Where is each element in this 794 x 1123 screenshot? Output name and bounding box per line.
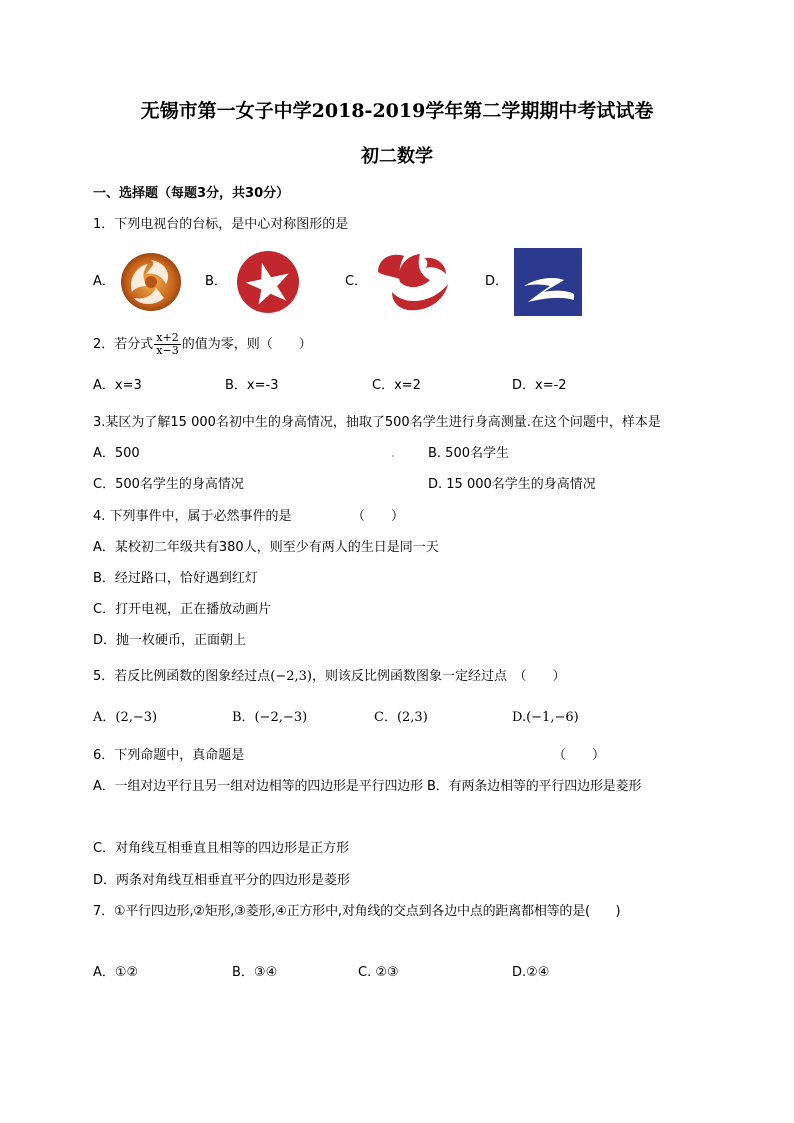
- q5-point: (−2,3): [270, 669, 312, 684]
- section-heading: 一、选择题（每题3分，共30分）: [93, 186, 290, 201]
- q3-option-c: C．500名学生的身高情况: [93, 477, 244, 492]
- q6-option-d: D．两条对角线互相垂直平分的四边形是菱形: [93, 873, 351, 888]
- red-curved-logo: [374, 250, 452, 316]
- q2-denominator: x−3: [156, 344, 179, 357]
- q4-option-b: B．经过路口，恰好遇到红灯: [93, 571, 258, 586]
- question-5-stem: [93, 668, 566, 685]
- question-2-stem: [93, 330, 312, 360]
- page-subtitle: 初二数学: [361, 146, 433, 167]
- q3-option-d: D. 15 000名学生的身高情况: [428, 477, 596, 492]
- q4-answer-paren: （ ）: [352, 509, 405, 524]
- q4-option-d: D．抛一枚硬币，正面朝上: [93, 633, 247, 648]
- q2-option-a: A．x=3: [93, 378, 142, 393]
- q2-option-d: D．x=-2: [512, 378, 567, 393]
- q7-option-c: C. ②③: [358, 965, 399, 980]
- q5-option-d: D.(−1,−6): [512, 710, 579, 725]
- q5-stem-a: 5．若反比例函数的图象经过点: [93, 669, 271, 684]
- q3-option-b: B. 500名学生: [428, 446, 509, 461]
- q2-numerator: x+2: [156, 331, 179, 344]
- q3-option-a: A．500: [93, 446, 140, 461]
- q4-option-a: A．某校初二年级共有380人，则至少有两人的生日是同一天: [93, 540, 439, 555]
- q2-prefix: 2．若分式: [93, 337, 154, 352]
- q2-option-c: C．x=2: [372, 378, 421, 393]
- q5-option-c: C．(2,3): [374, 710, 428, 725]
- question-7-stem: 7．①平行四边形,②矩形,③菱形,④正方形中,对角线的交点到各边中点的距离都相等的是( ): [93, 904, 621, 919]
- q1-option-a-label: A．: [93, 274, 115, 289]
- q1-option-b-label: B．: [205, 274, 227, 289]
- page-title: 无锡市第一女子中学2018-2019学年第二学期期中考试试卷: [140, 100, 654, 122]
- red-star-circle-logo: [236, 250, 300, 318]
- q5-option-b: B．(−2,−3): [232, 710, 308, 725]
- stray-dot-mark: [392, 455, 394, 457]
- q7-option-d: D.②④: [512, 965, 550, 980]
- q6-option-c: C．对角线互相垂直且相等的四边形是正方形: [93, 841, 350, 856]
- q5-option-a: A．(2,−3): [93, 710, 158, 725]
- q2-option-b: B．x=-3: [225, 378, 279, 393]
- q1-option-c-label: C．: [345, 274, 368, 289]
- q4-option-c: C．打开电视，正在播放动画片: [93, 602, 272, 617]
- q6-option-a-b: A．一组对边平行且另一组对边相等的四边形是平行四边形 B．有两条边相等的平行四边形是菱形: [93, 779, 642, 794]
- q5-stem-b: ，则该反比例函数图象一定经过点 （ ）: [312, 669, 566, 684]
- q7-option-b: B．③④: [232, 965, 278, 980]
- q7-option-a: A．①②: [93, 965, 139, 980]
- q6-answer-paren: （ ）: [553, 748, 606, 763]
- question-1-stem: 1．下列电视台的台标，是中心对称图形的是: [93, 217, 349, 232]
- question-6-stem: 6．下列命题中，真命题是: [93, 748, 245, 763]
- blue-wave-logo: [514, 248, 582, 320]
- q1-option-d-label: D．: [485, 274, 509, 289]
- q2-fraction: [154, 332, 180, 357]
- phoenix-swirl-logo: [120, 252, 182, 316]
- question-3-stem: 3.某区为了解15 000名初中生的身高情况，抽取了500名学生进行身高测量.在这个问题中，样本是: [93, 415, 661, 430]
- q2-suffix: 的值为零，则（ ）: [181, 337, 312, 352]
- question-4-stem: 4. 下列事件中，属于必然事件的是: [93, 509, 292, 524]
